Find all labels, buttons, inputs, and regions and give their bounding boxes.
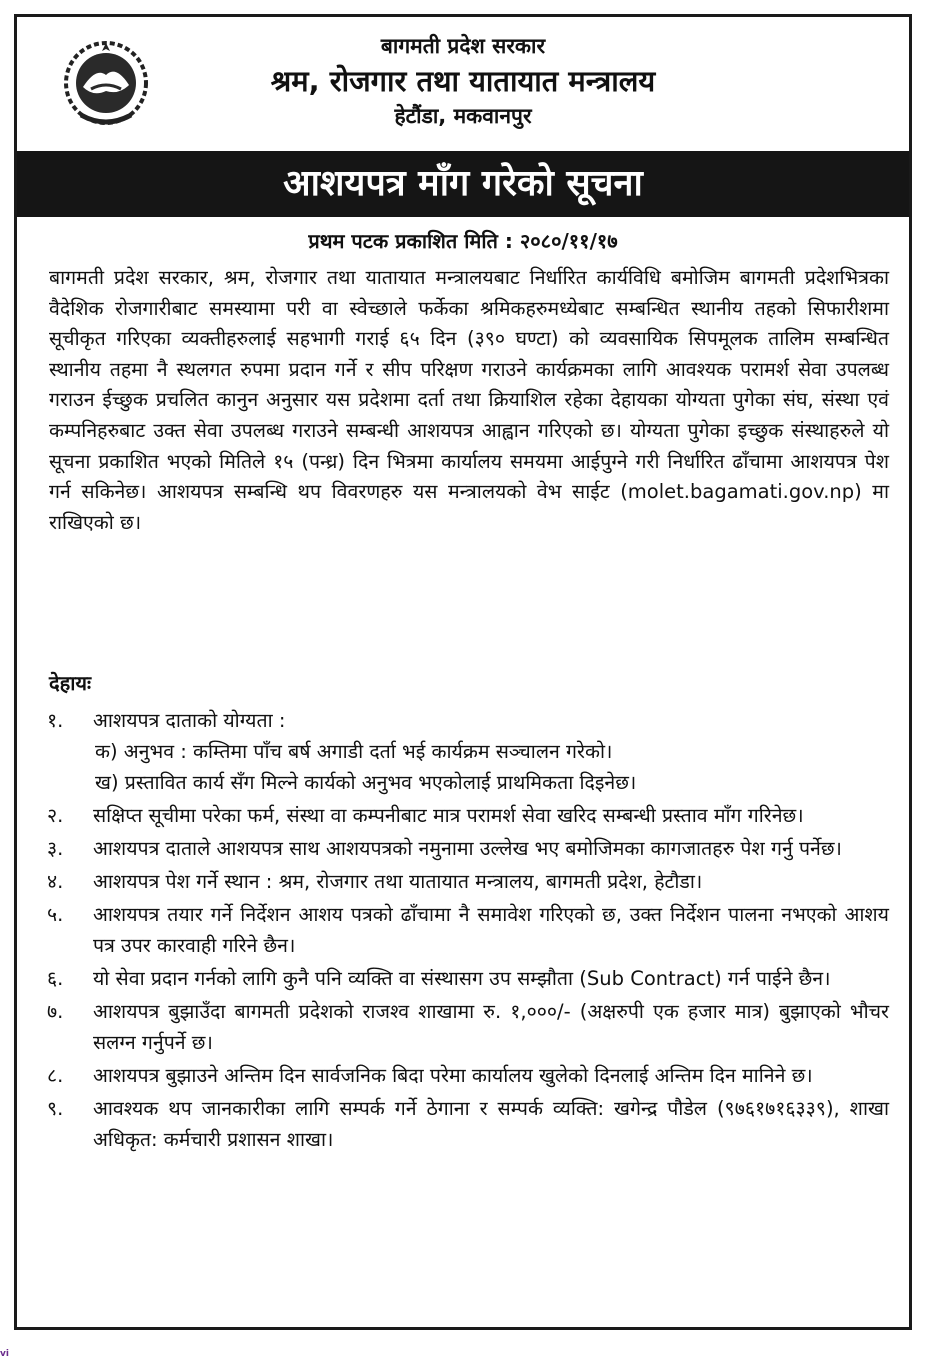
item-number: ३. — [47, 837, 64, 860]
item-number: ९. — [47, 1097, 64, 1120]
item-number: १. — [47, 709, 64, 732]
item-number: ५. — [47, 903, 64, 926]
list-item — [47, 1093, 889, 1155]
conditions-heading: देहायः — [49, 671, 92, 695]
ministry-address: हेटौंडा, मकवानपुर — [394, 104, 532, 128]
item-text: आशयपत्र दाताको योग्यता : — [93, 709, 286, 732]
notice-frame — [14, 14, 912, 1330]
sub-item: ख) प्रस्तावित कार्य सँग मिल्ने कार्यको अनुभव भएकोलाई प्राथमिकता दिइनेछ। — [95, 771, 637, 794]
list-item — [47, 1060, 889, 1091]
list-item — [47, 866, 889, 897]
publish-date: प्रथम पटक प्रकाशित मिति : २०८०/११/१७ — [308, 229, 618, 253]
item-number: ८. — [47, 1064, 64, 1087]
government-name: बागमती प्रदेश सरकार — [380, 34, 546, 58]
corner-mark: vi — [0, 1349, 9, 1359]
item-number: ४. — [47, 870, 64, 893]
item-text: सक्षिप्त सूचीमा परेका फर्म, संस्था वा कम्पनीबाट मात्र परामर्श सेवा खरिद सम्बन्धी प्रस्ताव माँग गरिनेछ। — [93, 804, 804, 827]
notice-header — [17, 17, 909, 151]
item-text: आशयपत्र पेश गर्ने स्थान : श्रम, रोजगार तथा यातायात मन्त्रालय, बागमती प्रदेश, हेटौडा। — [93, 870, 703, 893]
item-text: आशयपत्र तयार गर्ने निर्देशन आशय पत्रको ढाँचामा नै समावेश गरिएको छ, उक्त निर्देशन पालना नभएको आशय पत्र उपर कारवाही गरिने छैन। — [93, 903, 889, 957]
list-item — [47, 833, 889, 864]
notice-body: बागमती प्रदेश सरकार, श्रम, रोजगार तथा यातायात मन्त्रालयबाट निर्धारित कार्यविधि बमोजिम बागमती प्रदेशभित्रका वैदेशिक रोजगारीबाट समस्यामा परी वा स्वेच्छाले फर्केका श्रमिकहरुमध्येबाट सम्बन्धित स्थानीय तहको सिफारीशमा सूचीकृत गरिएका व्यक्तीहरुलाई सहभागी गराई ६५ दिन (३९० घण्टा) को व्यवसायिक सिपमूलक तालिम सम्बन्धित स्थानीय तहमा नै स्थलगत रुपमा प्रदान गर्ने र सीप परिक्षण गराउने कार्यक्रमका लागि आवश्यक परामर्श सेवा उपलब्ध गराउन ईच्छुक प्रचलित कानुन अनुसार यस प्रदेशमा दर्ता तथा क्रियाशिल रहेका देहायका योग्यता पुगेका संघ, संस्था एवं कम्पनिहरुबाट उक्त सेवा उपलब्ध गराउने सम्बन्धी आशयपत्र आह्वान गरिएको छ। योग्यता पुगेका इच्छुक संस्थाहरुले यो सूचना प्रकाशित भएको मितिले १५ (पन्ध्र) दिन भित्रमा कार्यालय समयमा आईपुग्ने गरी निर्धारित ढाँचामा आशयपत्र पेश गर्न सकिनेछ। आशयपत्र सम्बन्धि थप विवरणहरु यस मन्त्रालयको वेभ साईट (molet.bagamati.gov.np) मा राखिएको छ। — [49, 266, 889, 534]
list-item — [47, 705, 889, 798]
notice-title: आशयपत्र माँग गरेको सूचना — [17, 151, 909, 217]
item-text: यो सेवा प्रदान गर्नको लागि कुनै पनि व्यक्ति वा संस्थासग उप सम्झौता (Sub Contract) गर्न पाईने छैन। — [93, 967, 831, 990]
item-text: आशयपत्र दाताले आशयपत्र साथ आशयपत्रको नमुनामा उल्लेख भए बमोजिमका कागजातहरु पेश गर्नु पर्नेछ। — [93, 837, 842, 860]
list-item — [47, 800, 889, 831]
list-item — [47, 899, 889, 961]
conditions-list — [47, 705, 889, 1157]
list-item — [47, 996, 889, 1058]
list-item — [47, 963, 889, 994]
sub-item: क) अनुभव : कम्तिमा पाँच बर्ष अगाडी दर्ता भई कार्यक्रम सञ्चालन गरेको। — [95, 740, 613, 763]
item-text: आशयपत्र बुझाउँदा बागमती प्रदेशको राजश्व शाखामा रु. १,०००/- (अक्षरुपी एक हजार मात्र) बुझाएको भौचर सलग्न गर्नुपर्ने छ। — [93, 1000, 889, 1054]
item-number: २. — [47, 804, 64, 827]
ministry-name: श्रम, रोजगार तथा यातायात मन्त्रालय — [270, 64, 656, 98]
item-number: ६. — [47, 967, 64, 990]
item-text: आशयपत्र बुझाउने अन्तिम दिन सार्वजनिक बिदा परेमा कार्यालय खुलेको दिनलाई अन्तिम दिन मानिने छ। — [93, 1064, 813, 1087]
item-text: आवश्यक थप जानकारीका लागि सम्पर्क गर्ने ठेगाना र सम्पर्क व्यक्ति: खगेन्द्र पौडेल (९७६१७१६३३९), शाखा अधिकृत: कर्मचारी प्रशासन शाखा। — [93, 1097, 889, 1151]
item-number: ७. — [47, 1000, 64, 1023]
